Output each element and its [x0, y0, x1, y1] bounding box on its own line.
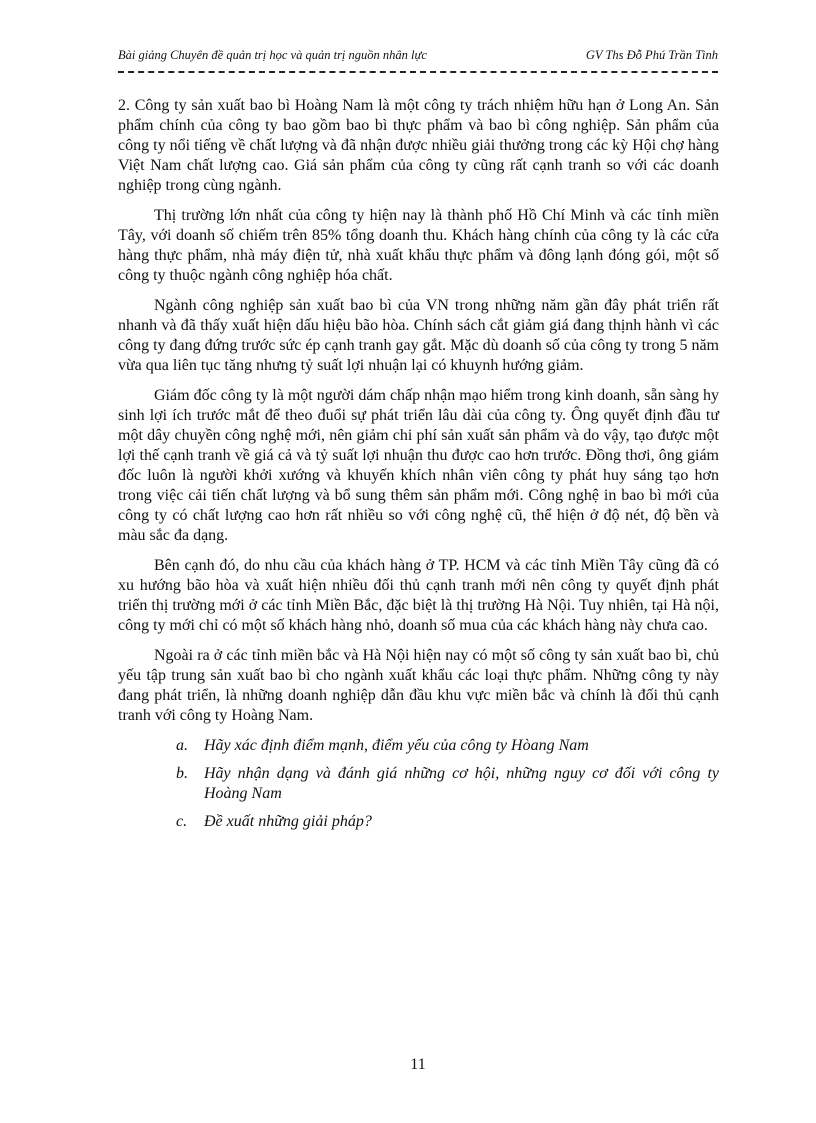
- header-author: GV Ths Đỗ Phú Trần Tình: [585, 48, 718, 62]
- question-list: [118, 736, 719, 832]
- header-divider: [118, 71, 718, 73]
- paragraph-director: Giám đốc công ty là một người dám chấp nhận mạo hiểm trong kinh doanh, sẵn sàng hy sinh lợi ích trước mắt để theo đuổi sự phát triển lâu dài của công ty. Ông quyết định đầu tư một dây chuyền công nghệ mới, nên giảm chi phí sản xuất sản phẩm và do vậy, tạo được một lợi thế cạnh tranh về giá cả và tỷ suất lợi nhuận thu được cao hơn trước. Đồng thơi, ông giám đốc luôn là người khởi xướng và khuyến khích nhân viên công ty phát huy sáng tạo hơn trong việc cải tiến chất lượng và bổ sung thêm sản phẩm mới. Công nghệ in bao bì mới của công ty có chất lượng cao hơn rất nhiều so với công nghệ cũ, thể hiện ở độ nét, độ bền và màu sắc đa dạng.: [118, 387, 719, 544]
- question-text: Đề xuất những giải pháp?: [204, 813, 372, 830]
- question-item: [118, 812, 719, 832]
- paragraph-industry: Ngành công nghiệp sản xuất bao bì của VN trong những năm gần đây phát triển rất nhanh và đã thấy xuất hiện dấu hiệu bão hòa. Chính sách cắt giảm giá đang thịnh hành vì các công ty đang đứng trước sức ép cạnh tranh gay gắt. Mặc dù doanh số của công ty trong 5 năm vừa qua liên tục tăng nhưng tỷ suất lợi nhuận lại có khuynh hướng giảm.: [118, 297, 719, 374]
- paragraph-competitors: Ngoài ra ở các tỉnh miền bắc và Hà Nội hiện nay có một số công ty sản xuất bao bì, chủ yếu tập trung sản xuất bao bì cho ngành xuất khẩu các loại thực phẩm. Những công ty này đang phát triển, là những doanh nghiệp dẫn đầu khu vực miền bắc và chính là đối thủ cạnh tranh với công ty Hoàng Nam.: [118, 647, 719, 724]
- question-text: Hãy xác định điểm mạnh, điểm yếu của công ty Hòang Nam: [204, 737, 589, 754]
- question-marker: b.: [176, 765, 188, 782]
- document-body: [118, 96, 719, 840]
- question-text: Hãy nhận dạng và đánh giá những cơ hội, những nguy cơ đối với công ty Hoàng Nam: [204, 765, 719, 802]
- paragraph-expansion: Bên cạnh đó, do nhu cầu của khách hàng ở TP. HCM và các tỉnh Miền Tây cũng đã có xu hướng bão hòa và xuất hiện nhiều đối thủ cạnh tranh mới nên công ty quyết định phát triển thị trường mới ở các tỉnh Miền Bắc, đặc biệt là thị trường Hà Nội. Tuy nhiên, tại Hà nội, công ty mới chỉ có một số khách hàng nhỏ, doanh số mua của các khách hàng này chưa cao.: [118, 557, 719, 634]
- question-marker: c.: [176, 813, 188, 830]
- paragraph-market: Thị trường lớn nhất của công ty hiện nay là thành phố Hồ Chí Minh và các tỉnh miền Tây, với doanh số chiếm trên 85% tổng doanh thu. Khách hàng chính của công ty là các cửa hàng thực phẩm, nhà máy điện tử, nhà xuất khẩu thực phẩm và đông lạnh đóng gói, một số công ty thuộc ngành công nghiệp hóa chất.: [118, 207, 719, 284]
- page-number: 11: [410, 1056, 426, 1073]
- question-marker: a.: [176, 737, 188, 754]
- page-header: [118, 48, 718, 66]
- paragraph-intro: 2. Công ty sản xuất bao bì Hoàng Nam là một công ty trách nhiệm hữu hạn ở Long An. Sản phẩm chính của công ty bao gồm bao bì thực phẩm và bao bì công nghiệp. Sản phẩm của công ty nổi tiếng về chất lượng và đã nhận được nhiều giải thưởng trong các kỳ Hội chợ hàng Việt Nam chất lượng cao. Giá sản phẩm của công ty cũng rất cạnh tranh so với các doanh nghiệp trong cùng ngành.: [118, 97, 719, 194]
- question-item: [118, 764, 719, 804]
- question-item: [118, 736, 719, 756]
- header-course-title: Bài giảng Chuyên đề quản trị học và quản trị nguồn nhân lực: [118, 48, 427, 62]
